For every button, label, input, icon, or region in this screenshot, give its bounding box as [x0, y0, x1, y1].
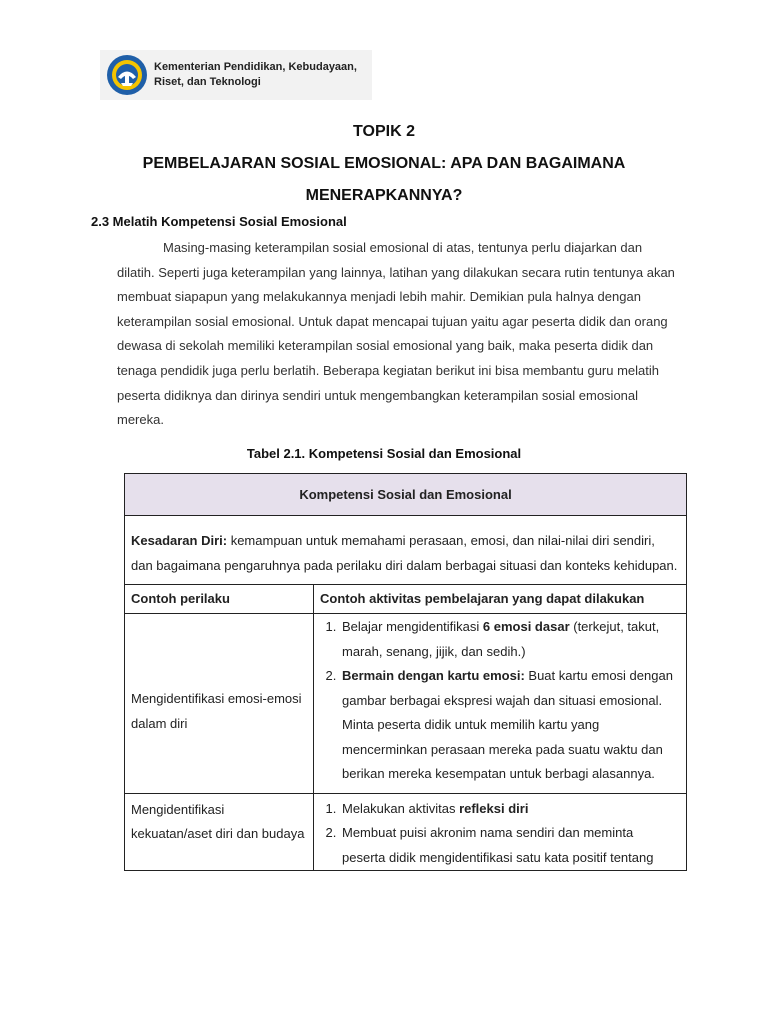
- table-row: [125, 793, 687, 871]
- body-paragraph: [117, 236, 677, 433]
- list-item: 2. Membuat puisi akronim nama sendiri dan meminta peserta didik mengidentifikasi satu kata positif tentang: [340, 821, 680, 870]
- page-title-line2: MENERAPKANNYA?: [305, 187, 463, 204]
- list-item: 1. Melakukan aktivitas refleksi diri: [340, 797, 680, 822]
- behavior-cell: Mengidentifikasi emosi-emosi dalam diri: [125, 614, 314, 794]
- activities-cell: [314, 614, 687, 794]
- ministry-name-line1: Kementerian Pendidikan, Kebudayaan,: [154, 61, 357, 73]
- table-header: Kompetensi Sosial dan Emosional: [125, 474, 687, 516]
- competency-table: [124, 473, 687, 871]
- column-header-activities: Contoh aktivitas pembelajaran yang dapat dilakukan: [314, 585, 687, 614]
- kesadaran-diri-label: Kesadaran Diri:: [131, 533, 228, 548]
- list-item: 1. Belajar mengidentifikasi 6 emosi dasar (terkejut, takut, marah, senang, jijik, dan sedih.): [340, 615, 680, 664]
- behavior-cell: Mengidentifikasi kekuatan/aset diri dan budaya: [125, 793, 314, 871]
- activities-cell: [314, 793, 687, 871]
- kesadaran-diri-cell: [125, 516, 687, 585]
- ministry-header: [100, 50, 372, 100]
- kesadaran-diri-text: kemampuan untuk memahami perasaan, emosi, dan nilai-nilai diri sendiri, dan bagaimana pengaruhnya pada perilaku diri dalam berbagai situasi dan konteks kehidupan.: [131, 533, 678, 573]
- topic-label: TOPIK 2: [353, 123, 415, 140]
- table-caption: Tabel 2.1. Kompetensi Sosial dan Emosional: [246, 446, 522, 461]
- column-header-behavior: Contoh perilaku: [125, 585, 314, 614]
- list-item: 2. Bermain dengan kartu emosi: Buat kartu emosi dengan gambar berbagai ekspresi wajah dan situasi emosional. Minta peserta didik untuk memilih kartu yang mencerminkan perasaan mereka pada suatu waktu dan berikan mereka kesempatan untuk berbagi alasannya.: [340, 664, 680, 787]
- ministry-name: [154, 60, 357, 90]
- body-paragraph-text: Masing-masing keterampilan sosial emosional di atas, tentunya perlu diajarkan dan dilatih. Seperti juga keterampilan yang lainnya, latihan yang dilakukan secara rutin tentunya akan membuat siapapun yang melakukannya menjadi lebih mahir. Demikian pula halnya dengan keterampilan sosial emosional. Untuk dapat mencapai tujuan yaitu agar peserta didik dan orang dewasa di sekolah memiliki keterampilan sosial emosional yang baik, maka peserta didik dan tenaga pendidik juga perlu berlatih. Beberapa kegiatan berikut ini bisa membantu guru melatih peserta didiknya dan dirinya sendiri untuk mengembangkan keterampilan sosial emosional mereka.: [117, 240, 675, 428]
- tut-wuri-handayani-logo-icon: [106, 54, 148, 96]
- section-heading: 2.3 Melatih Kompetensi Sosial Emosional: [91, 214, 347, 229]
- ministry-name-line2: Riset, dan Teknologi: [154, 76, 261, 88]
- activity-list: [314, 615, 686, 787]
- table-row: [125, 614, 687, 794]
- page-title-line1: PEMBELAJARAN SOSIAL EMOSIONAL: APA DAN BAGAIMANA: [142, 155, 626, 172]
- activity-list: [314, 797, 686, 871]
